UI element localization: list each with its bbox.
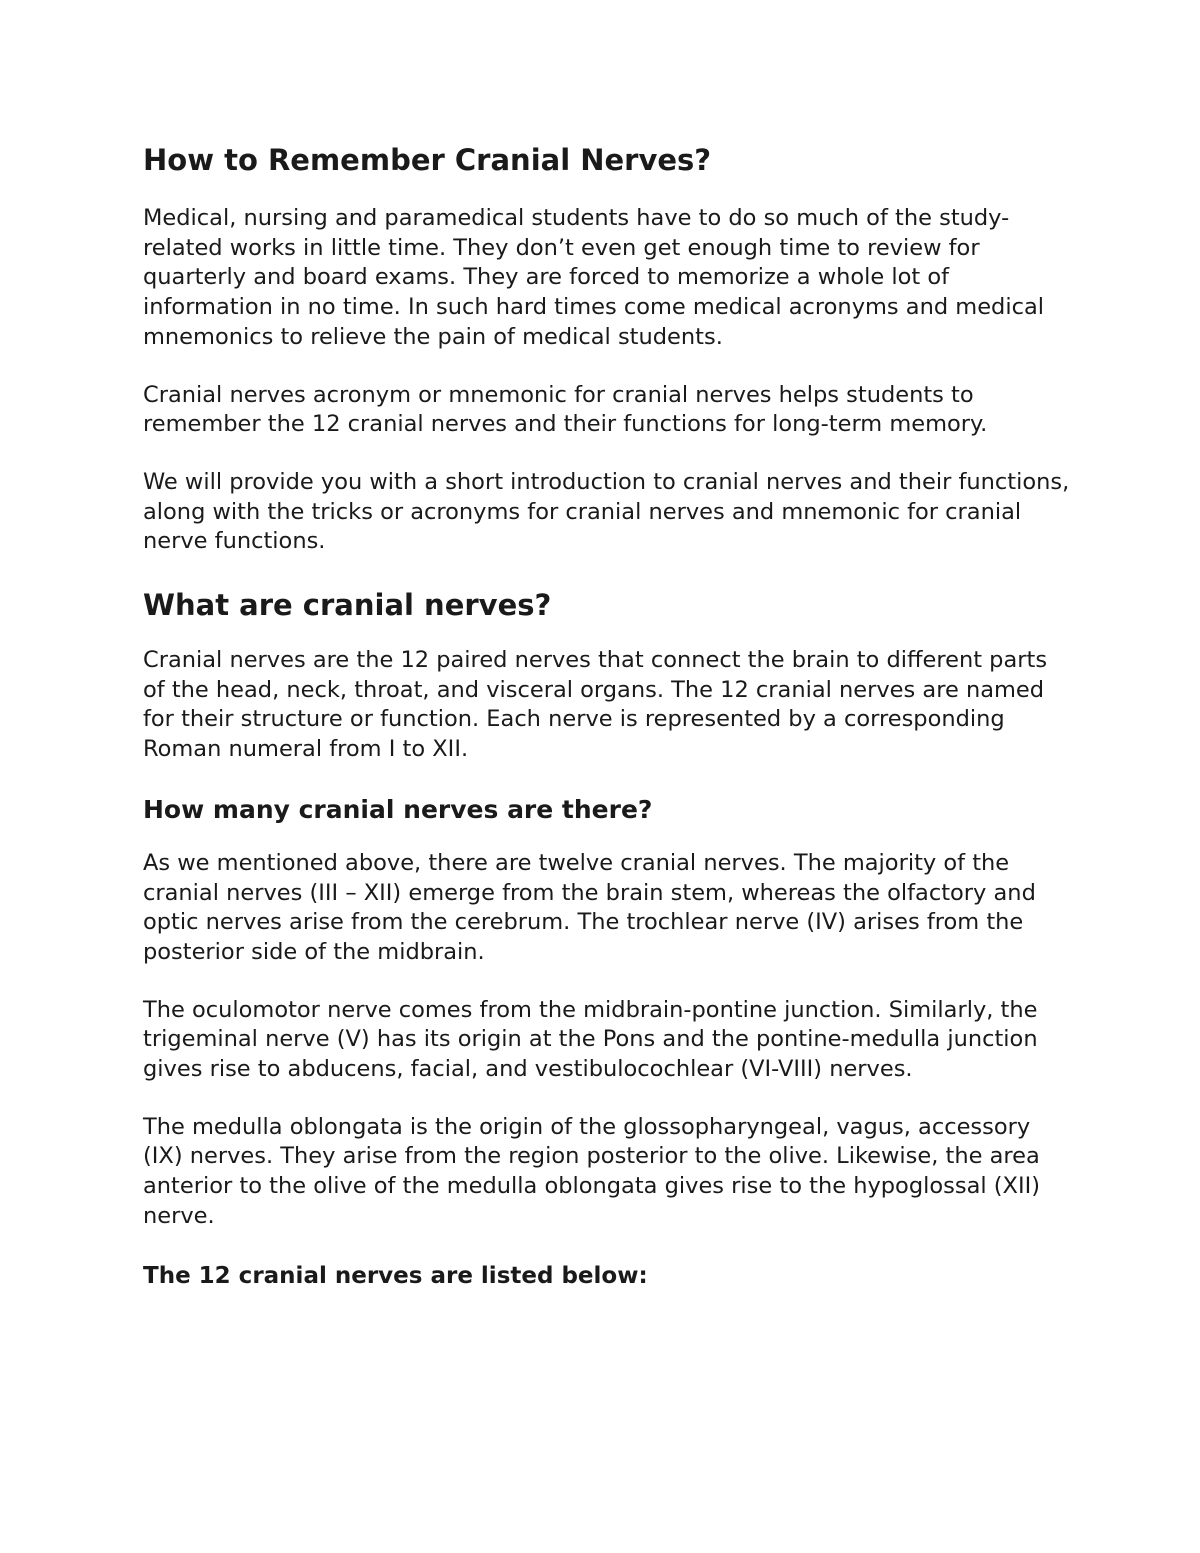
document-page [143, 140, 1073, 1292]
section-paragraph: As we mentioned above, there are twelve cranial nerves. The majority of the cranial nerves (III – XII) emerge from the brain stem, whereas the olfactory and optic nerves arise from the cerebrum. The trochlear nerve (IV) arises from the posterior side of the midbrain. [143, 849, 1036, 965]
section-paragraph: The oculomotor nerve comes from the midbrain-pontine junction. Similarly, the trigeminal nerve (V) has its origin at the Pons and the pontine-medulla junction gives rise to abducens, facial, and vestibulocochlear (VI-VIII) nerves. [143, 996, 1038, 1083]
intro-paragraph: Cranial nerves acronym or mnemonic for cranial nerves helps students to remember the 12 cranial nerves and their functions for long-term memory. [143, 381, 988, 438]
intro-paragraph: We will provide you with a short introduction to cranial nerves and their functions, along with the tricks or acronyms for cranial nerves and mnemonic for cranial nerve functions. [143, 468, 1070, 555]
section-paragraph: The medulla oblongata is the origin of the glossopharyngeal, vagus, accessory (IX) nerves. They arise from the region posterior to the olive. Likewise, the area anterior to the olive of the medulla oblongata gives rise to the hypoglossal (XII) nerve. [143, 1113, 1041, 1229]
section-heading-how-many: How many cranial nerves are there? [143, 794, 653, 824]
section-paragraph: Cranial nerves are the 12 paired nerves that connect the brain to different parts of the head, neck, throat, and visceral organs. The 12 cranial nerves are named for their structure or function. Each nerve is represented by a corresponding Roman numeral from I to XII. [143, 647, 1048, 763]
document-title: How to Remember Cranial Nerves? [143, 143, 712, 177]
list-heading: The 12 cranial nerves are listed below: [143, 1262, 648, 1289]
section-heading-what-are-cranial-nerves: What are cranial nerves? [143, 588, 552, 623]
intro-paragraph: Medical, nursing and paramedical students have to do so much of the study-related works in little time. They don’t even get enough time to review for quarterly and board exams. They are forced to memorize a whole lot of information in no time. In such hard times come medical acronyms and medical mnemonics to relieve the pain of medical students. [143, 205, 1044, 350]
